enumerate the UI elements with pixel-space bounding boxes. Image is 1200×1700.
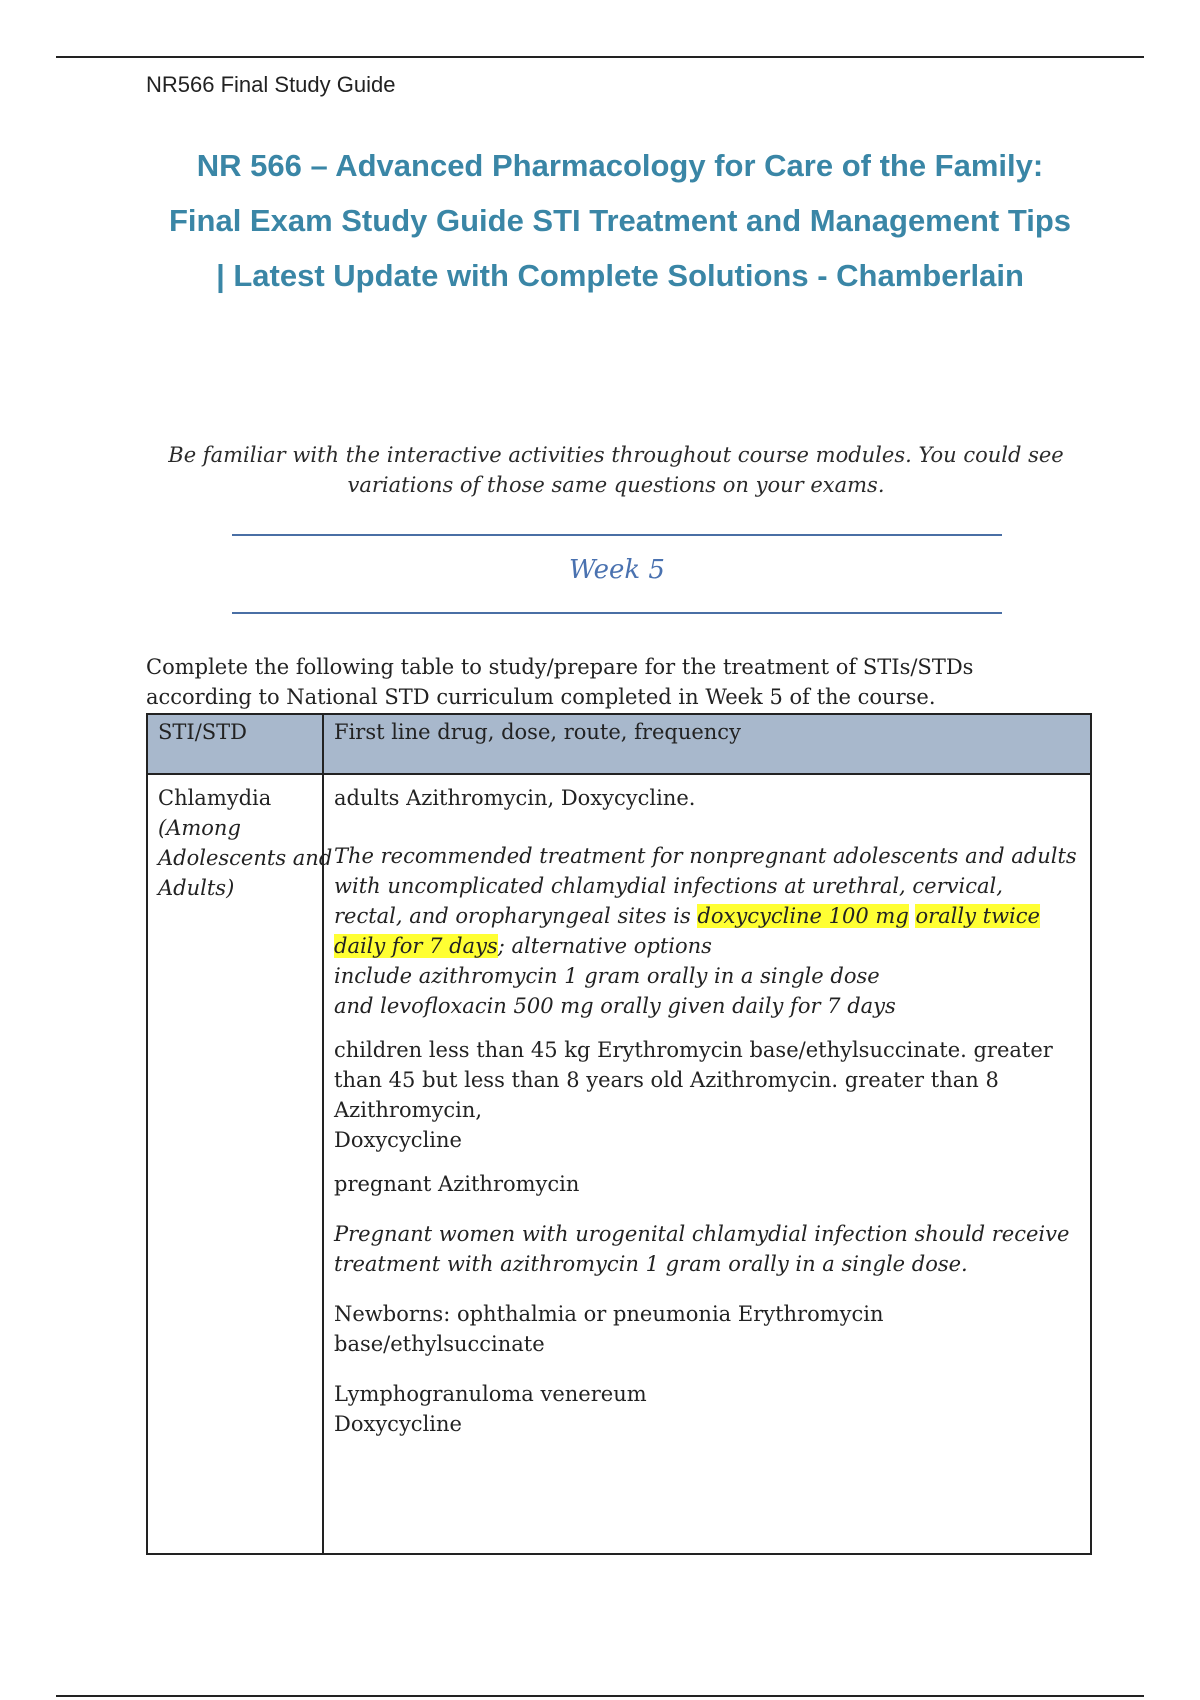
newborns-line-1: Newborns: ophthalmia or pneumonia Erythromycin (334, 1302, 884, 1326)
children-line-3: Azithromycin, (334, 1098, 483, 1122)
intro-line-2: variations of those same questions on your exams. (347, 473, 885, 497)
children-line-1: children less than 45 kg Erythromycin base/ethylsuccinate. greater (334, 1038, 1053, 1062)
recommended-text: rectal, and oropharyngeal sites is (334, 904, 698, 928)
recommended-line-3 (334, 901, 1080, 931)
recommended-line-5: include azithromycin 1 gram orally in a single dose (334, 964, 880, 988)
pregnant-note-line-2: treatment with azithromycin 1 gram orally in a single dose. (334, 1252, 968, 1276)
condition-qualifier-1: (Among (158, 816, 241, 840)
recommended-line-4 (334, 931, 1080, 961)
recommended-line-2: with uncomplicated chlamydial infections at urethral, cervical, (334, 874, 1003, 898)
children-line-2: than 45 but less than 8 years old Azithromycin. greater than 8 (334, 1068, 999, 1092)
condition-name: Chlamydia (158, 786, 272, 810)
condition-cell (147, 774, 333, 1554)
children-treatment (334, 1035, 1080, 1155)
sti-treatment-table (146, 713, 1092, 1555)
intro-note (146, 440, 1086, 500)
table-instructions (146, 652, 1086, 712)
instructions-line-1: Complete the following table to study/prepare for the treatment of STIs/STDs (146, 655, 974, 679)
highlighted-route: orally twice (915, 904, 1040, 928)
title-line-3: | Latest Update with Complete Solutions - Chamberlain (216, 258, 1024, 293)
document-title (80, 138, 1160, 303)
pregnant-women-note (334, 1219, 1080, 1279)
column-header-sti: STI/STD (147, 714, 323, 774)
footer-rule (56, 1695, 1144, 1697)
week-heading: Week 5 (569, 555, 665, 585)
alternative-text: ; alternative options (497, 934, 712, 958)
pregnant-note-line-1: Pregnant women with urogenital chlamydial infection should receive (334, 1222, 1070, 1246)
column-header-treatment: First line drug, dose, route, frequency (323, 714, 1091, 774)
intro-line-1: Be familiar with the interactive activities throughout course modules. You could see (168, 443, 1064, 467)
treatment-cell (323, 774, 1091, 1554)
lgv-line-2: Doxycycline (334, 1412, 462, 1436)
lgv-treatment (334, 1379, 1080, 1439)
condition-qualifier-2: Adolescents and (158, 846, 333, 870)
adults-treatment: adults Azithromycin, Doxycycline. (334, 786, 696, 810)
table-row (147, 774, 1091, 1554)
running-header: NR566 Final Study Guide (146, 72, 396, 97)
recommended-line-1: The recommended treatment for nonpregnant adolescents and adults (334, 844, 1077, 868)
recommended-treatment (334, 841, 1080, 1021)
newborns-line-2: base/ethylsuccinate (334, 1332, 545, 1356)
recommended-line-6: and levofloxacin 500 mg orally given daily for 7 days (334, 994, 896, 1018)
header-rule (56, 56, 1144, 58)
table-header-row (147, 714, 1091, 774)
week-divider-top (232, 534, 1002, 536)
newborns-treatment (334, 1299, 1080, 1359)
pregnant-treatment: pregnant Azithromycin (334, 1172, 580, 1196)
highlighted-duration: daily for 7 days (334, 934, 498, 958)
lgv-line-1: Lymphogranuloma venereum (334, 1382, 647, 1406)
title-line-1: NR 566 – Advanced Pharmacology for Care of the Family: (196, 148, 1044, 183)
condition-qualifier-3: Adults) (158, 876, 235, 900)
week-divider-bottom (232, 612, 1002, 614)
title-line-2: Final Exam Study Guide STI Treatment and Management Tips (168, 203, 1072, 238)
instructions-line-2: according to National STD curriculum completed in Week 5 of the course. (146, 685, 936, 709)
highlighted-dose: doxycycline 100 mg (697, 904, 909, 928)
children-line-4: Doxycycline (334, 1128, 462, 1152)
